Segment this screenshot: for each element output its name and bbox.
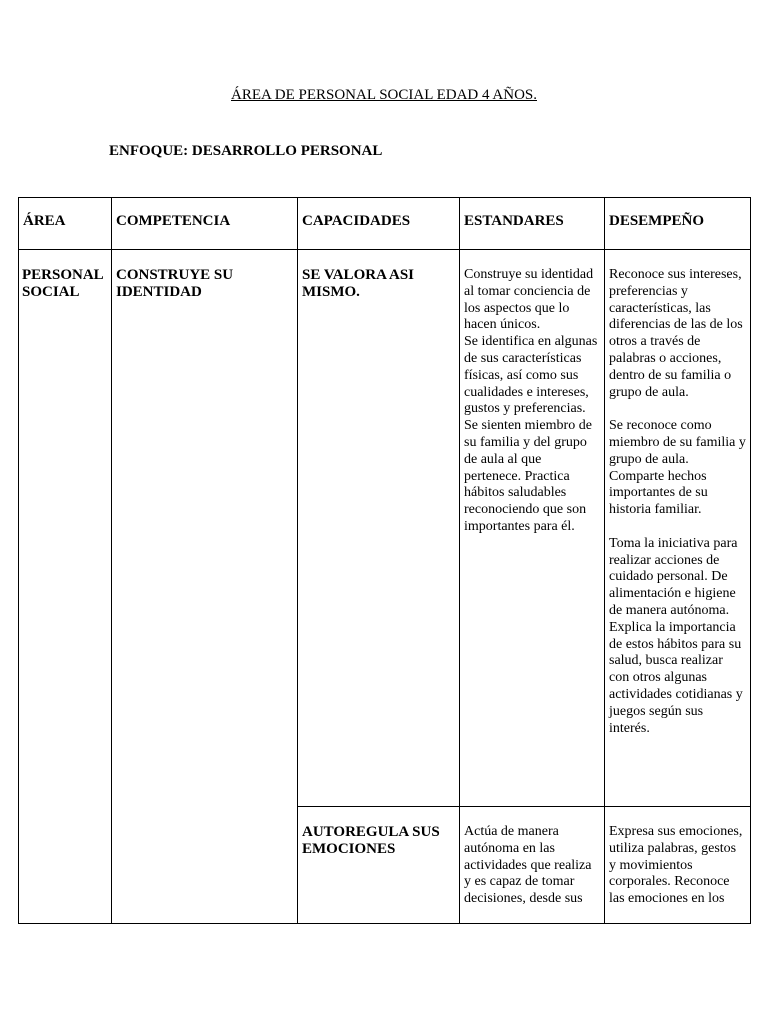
desempeno-paragraph: Toma la iniciativa para realizar acciones de cuidado personal. De alimentación e higiene de manera autónoma. Explica la importancia de estos hábitos para su salud, busca realizar con otros algunas actividades cotidianas y juegos según sus interés. [609, 535, 743, 736]
document-title: ÁREA DE PERSONAL SOCIAL EDAD 4 AÑOS. [231, 87, 537, 103]
table-row [19, 250, 751, 807]
header-desempeno: DESEMPEÑO [605, 198, 751, 250]
cell-desempeno-1 [605, 250, 751, 807]
cell-capacidad-autoregula: AUTOREGULA SUS EMOCIONES [298, 807, 460, 924]
cell-estandares-2: Actúa de manera autónoma en las actividades que realiza y es capaz de tomar decisiones, desde sus [460, 807, 605, 924]
header-competencia: COMPETENCIA [112, 198, 298, 250]
estandares-paragraph: Se identifica en algunas de sus características físicas, así como sus cualidades e intereses, gustos y preferencias. Se sienten miembro de su familia y del grupo de aula al que pertenece. Practica hábitos saludables reconociendo que son importantes para él. [464, 334, 598, 534]
cell-estandares-1 [460, 250, 605, 807]
document-subtitle: ENFOQUE: DESARROLLO PERSONAL [109, 143, 383, 159]
cell-capacidad-valora: SE VALORA ASI MISMO. [298, 250, 460, 807]
desempeno-paragraph: Se reconoce como miembro de su familia y grupo de aula. Comparte hechos importantes de su historia familiar. [609, 418, 746, 518]
cell-area: PERSONAL SOCIAL [19, 250, 112, 924]
estandares-paragraph: Construye su identidad al tomar conciencia de los aspectos que lo hacen únicos. [464, 267, 594, 333]
cell-competencia: CONSTRUYE SU IDENTIDAD [112, 250, 298, 924]
header-capacidades: CAPACIDADES [298, 198, 460, 250]
cell-desempeno-2: Expresa sus emociones, utiliza palabras, gestos y movimientos corporales. Reconoce las emociones en los [605, 807, 751, 924]
header-estandares: ESTANDARES [460, 198, 605, 250]
curriculum-table [18, 197, 751, 924]
table-header-row [19, 198, 751, 250]
header-area: ÁREA [19, 198, 112, 250]
desempeno-paragraph: Reconoce sus intereses, preferencias y características, las diferencias de las de los otros a través de palabras o acciones, dentro de su familia o grupo de aula. [609, 267, 743, 400]
